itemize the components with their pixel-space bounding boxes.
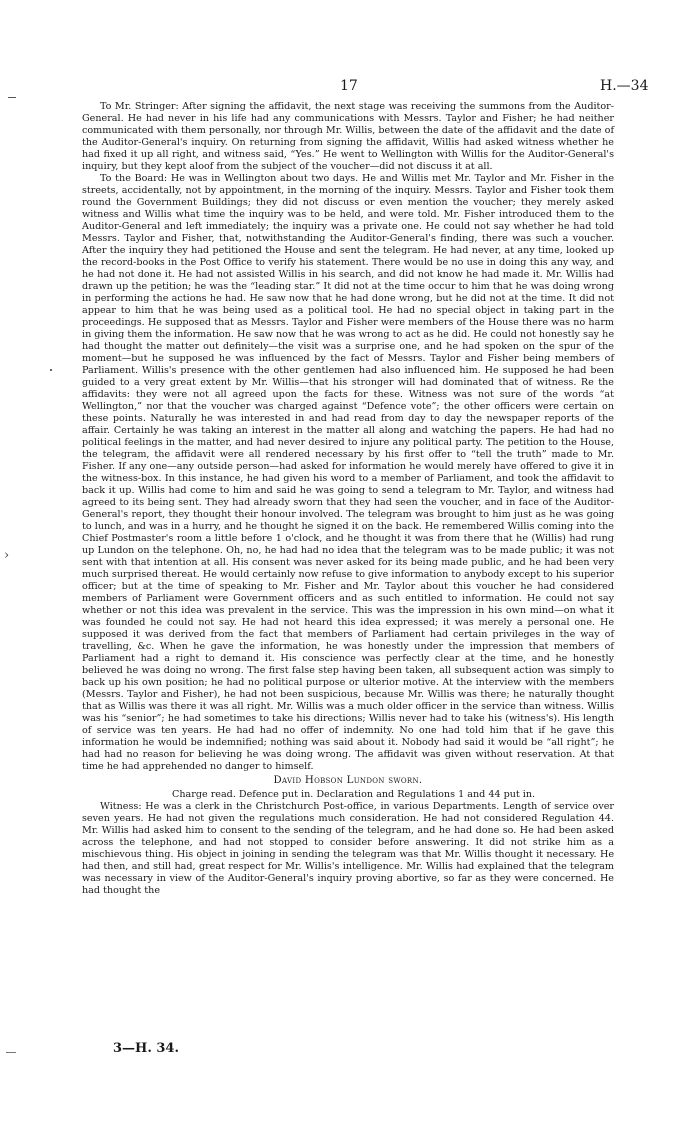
document-body — [82, 101, 614, 897]
margin-dot — [50, 369, 52, 371]
witness-heading: David Hobson Lundon sworn. — [273, 775, 423, 786]
signature-code: 3—H. 34. — [113, 1041, 179, 1056]
charge-line: Charge read. Defence put in. Declaration and Regulations 1 and 44 put in. — [172, 789, 536, 800]
paragraph-witness: Witness: He was a clerk in the Christchurch Post-office, in various Departments. Length of service over seven years. He had not given the regulations much consideration. He had not considered Regulation 44. Mr. Willis had asked him to consent to the sending of the telegram, and he had done so. He had been asked across the telephone, and had not stopped to consider before answering. It did not strike him as a mischievous thing. His object in joining in sending the telegram was that Mr. Willis thought it necessary. He had then, and still had, great respect for Mr. Willis's intelligence. Mr. Willis had explained that the telegram was necessary in view of the Auditor-General's inquiry proving abortive, so far as they were concerned. He had thought the — [82, 801, 614, 896]
margin-mark — [8, 97, 16, 98]
margin-bracket-mark: › — [4, 548, 10, 563]
margin-mark-bottom — [6, 1052, 16, 1053]
paragraph-stringer: To Mr. Stringer: After signing the affidavit, the next stage was receiving the summons from the Auditor-General. He had never in his life had any communications with Messrs. Taylor and Fisher; he had neither communicated with them personally, nor through Mr. Willis, between the date of the affidavit and the date of the Auditor-General's inquiry. On returning from signing the affidavit, Willis had asked witness whether he had fixed it up all right, and witness said, “Yes.” He went to Wellington with Willis for the Auditor-General's inquiry, but they kept aloof from the subject of the voucher—did not discuss it at all. — [82, 101, 614, 172]
page-number: 17 — [340, 78, 358, 94]
document-code: H.—34 — [600, 78, 649, 94]
paragraph-board: To the Board: He was in Wellington about two days. He and Willis met Mr. Taylor and Mr. Fisher in the streets, accidentally, not by appointment, in the morning of the inquiry. Messrs. Taylor and Fisher took them round the Government Buildings; they did not discuss or even mention the voucher; they merely asked witness and Willis what time the inquiry was to be held, and were told. Mr. Fisher introduced them to the Auditor-General and left immediately; the inquiry was a private one. He could not say whether he had told Messrs. Taylor and Fisher, that, notwithstanding the Auditor-General's finding, there was such a voucher. After the inquiry they had petitioned the House and sent the telegram. He had never, at any time, looked up the record-books in the Post Office to verify his statement. There would be no use in doing this any way, and he had not done it. He had not assisted Willis in his search, and did not know he had made it. Mr. Willis had drawn up the petition; he was the “leading star.” It did not at the time occur to him that he was doing wrong in performing the actions he had. He saw now that he had done wrong, but he did not at the time. It did not appear to him that he was being used as a political tool. He had no special object in taking part in the proceedings. He supposed that as Messrs. Taylor and Fisher were members of the House there was no harm in giving them the information. He saw now that he was wrong to act as he did. He could not honestly say he had thought the matter out definitely—the visit was a surprise one, and he had spoken on the spur of the moment—but he supposed he was influenced by the fact of Messrs. Taylor and Fisher being members of Parliament. Willis's presence with the other gentlemen had also influenced him. He supposed he had been guided to a very great extent by Mr. Willis—that his stronger will had dominated that of witness. Re the affidavits: they were not all agreed upon the facts for these. Witness was not sure of the words “at Wellington,” nor that the voucher was charged against “Defence vote”; the other officers were certain on these points. Naturally he was interested in and had read from day to day the newspaper reports of the affair. Certainly he was taking an interest in the matter all along and watching the papers. He had had no political feelings in the matter, and had never desired to injure any political party. The petition to the House, the telegram, the affidavit were all rendered necessary by his first offer to “tell the truth” made to Mr. Fisher. If any one—any outside person—had asked for information he would merely have offered to give it in the witness-box. In this instance, he had given his word to a member of Parliament, and took the affidavit to back it up. Willis had come to him and said he was going to send a telegram to Mr. Taylor, and witness had agreed to its being sent. They had already sworn that they had seen the voucher, and in face of the Auditor-General's report, they thought their honour involved. The telegram was brought to him just as he was going to lunch, and was in a hurry, and he thought he signed it on the back. He remembered Willis coming into the Chief Postmaster's room a little before 1 o'clock, and he thought it was from there that he (Willis) had rung up Lundon on the telephone. Oh, no, he had had no idea that the telegram was to be made public; it was not sent with that intention at all. His consent was never asked for its being made public, and he had been very much surprised thereat. He would certainly now refuse to give information to anybody except to his superior officer; but at the time of speaking to Mr. Fisher and Mr. Taylor about this voucher he had considered members of Parliament were Government officers and as such entitled to information. He could not say whether or not this idea was prevalent in the service. This was the impression in his own mind—on what it was founded he could not say. He had not heard this idea expressed; it was merely a personal one. He supposed it was derived from the fact that members of Parliament had certain privileges in the way of travelling, &c. When he gave the information, he was honestly under the impression that members of Parliament had a right to demand it. His conscience was perfectly clear at the time, and he honestly believed he was doing no wrong. The first false step having been taken, all subsequent action was simply to back up his own position; he had no political purpose or ulterior motive. At the interview with the members (Messrs. Taylor and Fisher), he had not been suspicious, because Mr. Willis was there; he naturally thought that as Willis was there it was all right. Mr. Willis was a much older officer in the service than witness. Willis was his “senior”; he had sometimes to take his directions; Willis never had to take his (witness's). His length of service was ten years. He had had no offer of indemnity. No one had told him that if he gave this information he would be indemnified; nothing was said about it. Nobody had said it would be “all right”; he had had no reason for believing he was doing wrong. The affidavit was given without reservation. At that time he had apprehended no danger to himself. — [82, 173, 614, 772]
